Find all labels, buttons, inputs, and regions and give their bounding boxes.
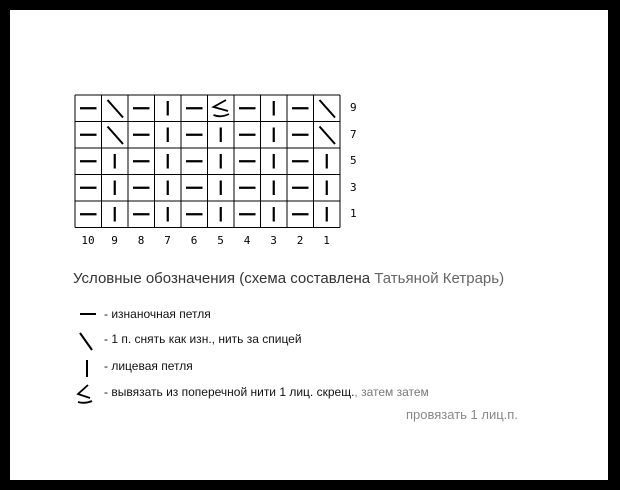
row-label: 3: [350, 180, 357, 194]
knit-symbol-icon: [72, 356, 100, 380]
slip-symbol-icon: [72, 329, 100, 355]
legend-title: [73, 270, 504, 287]
legend-purl-text: - изнаночная петля: [104, 307, 211, 321]
slip-stitch-icon: [320, 100, 336, 118]
knitting-chart: [74, 94, 344, 234]
increase-symbol-icon: [72, 382, 100, 408]
column-label: 3: [270, 234, 277, 247]
legend-knit-text: - лицевая петля: [104, 359, 193, 373]
column-label: 6: [190, 234, 198, 247]
chart-canvas: [10, 10, 608, 480]
legend-slip-text: - 1 п. снять как изн., нить за спицей: [104, 332, 302, 346]
legend-inc-text-gray: , затем затем: [354, 385, 429, 399]
row-label: 9: [350, 101, 357, 114]
column-label: 4: [243, 234, 251, 247]
column-label: 8: [137, 234, 145, 247]
purl-symbol-icon: [72, 304, 100, 326]
legend-inc-text-main: - вывязать из поперечной нити 1 лиц. скрещ.: [104, 385, 355, 399]
slip-stitch-icon: [108, 100, 124, 118]
column-label: 2: [296, 234, 304, 247]
slip-stitch-icon: [320, 127, 336, 145]
column-label: 1: [323, 234, 330, 247]
slip-stitch-icon: [108, 127, 124, 145]
row-label: 7: [350, 127, 357, 141]
inc-stitch-icon: [214, 100, 230, 116]
row-label: 1: [350, 207, 357, 220]
column-label: 9: [111, 234, 118, 247]
legend-title-author: Татьяной Кетрарь): [374, 270, 505, 287]
column-label: 10: [81, 234, 95, 247]
column-label: 5: [217, 234, 224, 247]
column-label: 7: [164, 234, 171, 247]
legend-title-text: Условные обозначения (схема составлена: [73, 270, 371, 287]
row-label: 5: [350, 154, 357, 167]
legend-continuation: провязать 1 лиц.п.: [406, 407, 518, 422]
legend-inc-text: [104, 385, 429, 399]
